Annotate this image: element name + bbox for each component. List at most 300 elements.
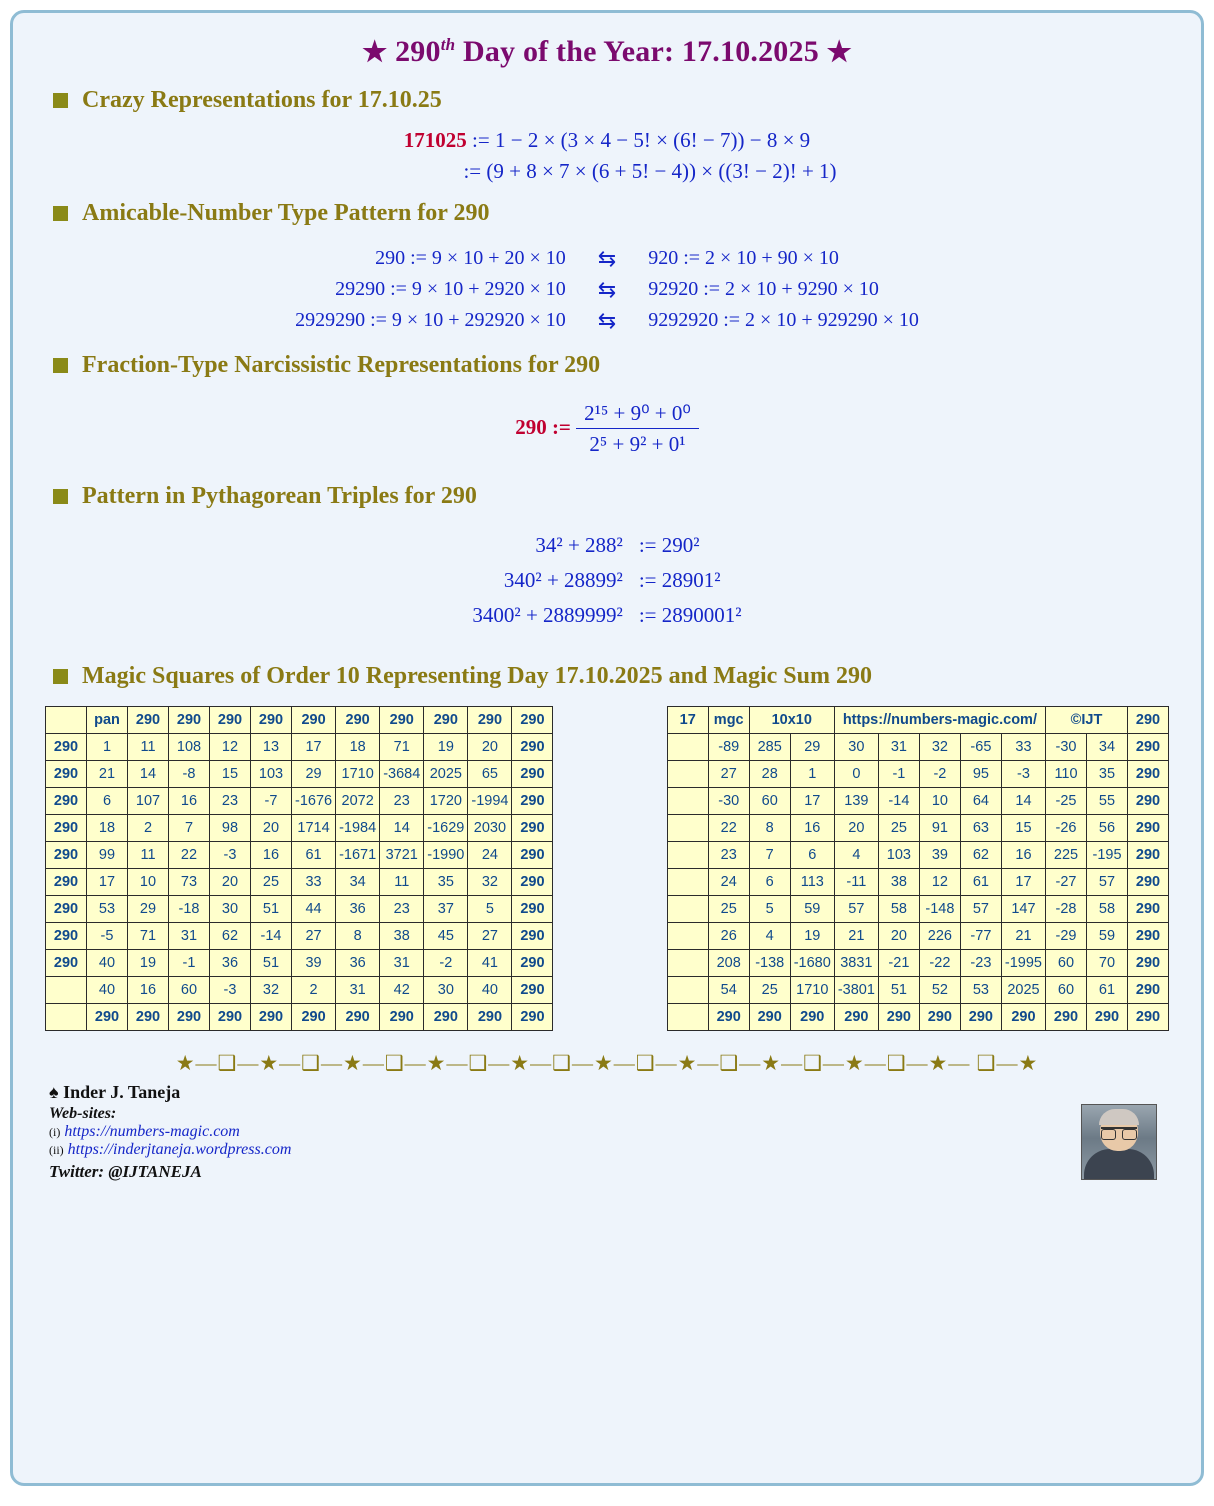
row-sum-left: 290: [46, 788, 87, 815]
cell: 12: [919, 869, 960, 896]
footer-cell: 290: [380, 1004, 424, 1031]
cell: 30: [834, 734, 878, 761]
avatar-hair: [1099, 1109, 1139, 1125]
row-sum-right: 290: [512, 734, 553, 761]
cell: 60: [1046, 977, 1087, 1004]
cell: 15: [1001, 815, 1045, 842]
pythagorean-right: := 28901²: [638, 568, 721, 592]
header-cell-mgc: mgc: [708, 707, 749, 734]
row-sum-left: 290: [46, 950, 87, 977]
cell: 51: [251, 896, 292, 923]
cell: 1: [87, 734, 128, 761]
website-link-2[interactable]: https://inderjtaneja.wordpress.com: [67, 1141, 292, 1158]
cell: 60: [749, 788, 790, 815]
cell: 1: [790, 761, 834, 788]
table-row: [667, 788, 1168, 815]
pythagorean-row: [468, 598, 745, 633]
cell: -148: [919, 896, 960, 923]
row-sum-left: [667, 734, 708, 761]
decorative-divider: ★—❑—★—❑—★—❑—★—❑—★—❑—★—❑—★—❑—★—❑—★—❑—★— ❑—★: [175, 1051, 1039, 1075]
header-cell: [46, 707, 87, 734]
cell: 5: [749, 896, 790, 923]
table-row: [46, 761, 553, 788]
cell: 34: [336, 869, 380, 896]
cell: 34: [1087, 734, 1128, 761]
amicable-right: 9292920 := 2 × 10 + 929290 × 10: [648, 309, 919, 331]
cell: 8: [749, 815, 790, 842]
cell: 22: [708, 815, 749, 842]
footer-cell: 290: [128, 1004, 169, 1031]
cell: 6: [790, 842, 834, 869]
fraction-denominator: 2⁵ + 9² + 0¹: [589, 432, 686, 456]
cell: 285: [749, 734, 790, 761]
table-row: [46, 923, 553, 950]
header-cell: 290: [292, 707, 336, 734]
cell: 29: [790, 734, 834, 761]
magic-square-right: [667, 706, 1169, 1031]
table-row: [46, 977, 553, 1004]
row-sum-right: 290: [512, 815, 553, 842]
cell: 98: [210, 815, 251, 842]
section-heading-amicable-label: Amicable-Number Type Pattern for 290: [82, 200, 490, 226]
footer-cell: 290: [210, 1004, 251, 1031]
cell: -1: [878, 761, 919, 788]
cell: 2: [292, 977, 336, 1004]
cell: 147: [1001, 896, 1045, 923]
cell: 31: [336, 977, 380, 1004]
cell: 20: [210, 869, 251, 896]
section-heading-pythagorean: [53, 483, 1175, 510]
amicable-left: 290 := 9 × 10 + 20 × 10: [375, 247, 566, 269]
row-sum-left: 290: [46, 815, 87, 842]
header-cell: 290: [468, 707, 512, 734]
star-icon: ★: [362, 37, 388, 68]
document-page: [10, 10, 1204, 1486]
amicable-right: 92920 := 2 × 10 + 9290 × 10: [648, 278, 879, 300]
cell: 65: [468, 761, 512, 788]
cell: -2: [424, 950, 468, 977]
footer-cell: 290: [512, 1004, 553, 1031]
cell: -3684: [380, 761, 424, 788]
section-heading-fraction: [53, 352, 1175, 379]
cell: 38: [878, 869, 919, 896]
cell: 28: [749, 761, 790, 788]
page-footer: [49, 1082, 1175, 1182]
cell: 19: [128, 950, 169, 977]
cell: 44: [292, 896, 336, 923]
table-row: [46, 815, 553, 842]
amicable-arrow-icon: ⇆: [597, 245, 617, 271]
cell: 24: [708, 869, 749, 896]
cell: 4: [749, 923, 790, 950]
cell: 11: [128, 842, 169, 869]
row-sum-left: 290: [46, 923, 87, 950]
footer-cell: 290: [1001, 1004, 1045, 1031]
cell: 33: [292, 869, 336, 896]
cell: 139: [834, 788, 878, 815]
cell: 226: [919, 923, 960, 950]
fraction: [576, 401, 699, 457]
cell: -7: [251, 788, 292, 815]
cell: 51: [251, 950, 292, 977]
row-sum-right: 290: [1128, 923, 1169, 950]
cell: 18: [336, 734, 380, 761]
cell: 71: [128, 923, 169, 950]
cell: 95: [960, 761, 1001, 788]
table-row: [667, 761, 1168, 788]
row-sum-right: 290: [1128, 950, 1169, 977]
cell: -65: [960, 734, 1001, 761]
cell: 38: [380, 923, 424, 950]
header-cell-size: 10x10: [749, 707, 834, 734]
link-index: (i): [49, 1125, 61, 1139]
cell: 58: [1087, 896, 1128, 923]
row-sum-right: 290: [512, 788, 553, 815]
cell: -89: [708, 734, 749, 761]
row-sum-right: 290: [512, 869, 553, 896]
cell: 103: [878, 842, 919, 869]
cell: 56: [1087, 815, 1128, 842]
cell: -1680: [790, 950, 834, 977]
fraction-lhs: 290 :=: [515, 414, 571, 439]
cell: 108: [169, 734, 210, 761]
pythagorean-row: [468, 563, 745, 598]
footer-cell: 290: [834, 1004, 878, 1031]
row-sum-right: 290: [1128, 842, 1169, 869]
square-bullet-icon: [53, 489, 68, 504]
cell: 62: [210, 923, 251, 950]
star-icon: ★: [826, 37, 852, 68]
row-sum-right: 290: [512, 977, 553, 1004]
cell: -77: [960, 923, 1001, 950]
author-line: [49, 1082, 1175, 1103]
crazy-line-1: := 1 − 2 × (3 × 4 − 5! × (6! − 7)) − 8 × 9: [472, 128, 811, 152]
footer-cell: [667, 1004, 708, 1031]
cell: 2025: [1001, 977, 1045, 1004]
crazy-representations-block: [39, 128, 1175, 184]
spade-icon: ♠: [49, 1082, 59, 1102]
cell: 107: [128, 788, 169, 815]
cell: 19: [790, 923, 834, 950]
footer-cell: 290: [336, 1004, 380, 1031]
cell: -26: [1046, 815, 1087, 842]
website-link-1-row: [49, 1123, 1175, 1141]
title-number: 290: [395, 35, 441, 68]
glasses-icon: [1101, 1127, 1137, 1139]
cell: 53: [960, 977, 1001, 1004]
cell: 21: [834, 923, 878, 950]
section-heading-crazy: [53, 87, 1175, 114]
cell: 45: [424, 923, 468, 950]
cell: 0: [834, 761, 878, 788]
cell: -18: [169, 896, 210, 923]
footer-cell: 290: [1128, 1004, 1169, 1031]
section-heading-magic: [53, 663, 1175, 690]
cell: 35: [424, 869, 468, 896]
pythagorean-left: 340² + 28899²: [503, 568, 623, 592]
row-sum-right: 290: [1128, 815, 1169, 842]
cell: 41: [468, 950, 512, 977]
table-row: [667, 842, 1168, 869]
pythagorean-right: := 2890001²: [638, 603, 742, 627]
table-row: [46, 734, 553, 761]
amicable-right: 920 := 2 × 10 + 90 × 10: [648, 247, 839, 269]
cell: -1984: [336, 815, 380, 842]
row-sum-right: 290: [1128, 977, 1169, 1004]
cell: 73: [169, 869, 210, 896]
cell: 30: [424, 977, 468, 1004]
cell: 26: [708, 923, 749, 950]
cell: 32: [919, 734, 960, 761]
cell: 3831: [834, 950, 878, 977]
cell: 8: [336, 923, 380, 950]
cell: 60: [1046, 950, 1087, 977]
cell: -29: [1046, 923, 1087, 950]
section-heading-magic-label: Magic Squares of Order 10 Representing Day 17.10.2025 and Magic Sum 290: [82, 663, 872, 689]
row-sum-left: [46, 977, 87, 1004]
cell: 54: [708, 977, 749, 1004]
header-cell-day: 17: [667, 707, 708, 734]
cell: 52: [919, 977, 960, 1004]
table-row: [667, 734, 1168, 761]
row-sum-left: [667, 950, 708, 977]
table-row: [46, 842, 553, 869]
pythagorean-left: 34² + 288²: [535, 533, 623, 557]
cell: 31: [878, 734, 919, 761]
cell: 40: [87, 977, 128, 1004]
cell: -3: [1001, 761, 1045, 788]
cell: 23: [708, 842, 749, 869]
cell: 59: [790, 896, 834, 923]
cell: 32: [468, 869, 512, 896]
cell: 4: [834, 842, 878, 869]
pythagorean-right: := 290²: [638, 533, 700, 557]
cell: 7: [169, 815, 210, 842]
square-bullet-icon: [53, 93, 68, 108]
cell: 16: [790, 815, 834, 842]
row-sum-right: 290: [512, 842, 553, 869]
cell: 3721: [380, 842, 424, 869]
row-sum-left: 290: [46, 896, 87, 923]
cell: -3801: [834, 977, 878, 1004]
table-header-row: [667, 707, 1168, 734]
amicable-row: [289, 305, 925, 336]
cell: 39: [919, 842, 960, 869]
cell: 13: [251, 734, 292, 761]
footer-cell: 290: [749, 1004, 790, 1031]
cell: -1671: [336, 842, 380, 869]
row-sum-left: [667, 815, 708, 842]
cell: 40: [87, 950, 128, 977]
cell: 19: [424, 734, 468, 761]
table-footer-row: [46, 1004, 553, 1031]
cell: 58: [878, 896, 919, 923]
square-bullet-icon: [53, 358, 68, 373]
table-row: [667, 977, 1168, 1004]
header-cell-sum: 290: [1128, 707, 1169, 734]
cell: 6: [87, 788, 128, 815]
cell: 62: [960, 842, 1001, 869]
row-sum-right: 290: [1128, 761, 1169, 788]
cell: -195: [1087, 842, 1128, 869]
cell: 36: [336, 896, 380, 923]
cell: 61: [292, 842, 336, 869]
cell: 2030: [468, 815, 512, 842]
footer-cell: 290: [292, 1004, 336, 1031]
author-name: Inder J. Taneja: [63, 1082, 181, 1102]
cell: 110: [1046, 761, 1087, 788]
cell: 208: [708, 950, 749, 977]
amicable-left: 29290 := 9 × 10 + 2920 × 10: [335, 278, 566, 300]
crazy-number: 171025: [403, 128, 467, 152]
footer-cell: 290: [251, 1004, 292, 1031]
table-row: [667, 869, 1168, 896]
cell: 20: [834, 815, 878, 842]
cell: -22: [919, 950, 960, 977]
footer-cell: [46, 1004, 87, 1031]
header-cell: 290: [169, 707, 210, 734]
amicable-left: 2929290 := 9 × 10 + 292920 × 10: [295, 309, 566, 331]
cell: 25: [708, 896, 749, 923]
cell: 17: [1001, 869, 1045, 896]
cell: -1629: [424, 815, 468, 842]
row-sum-left: 290: [46, 761, 87, 788]
cell: 22: [169, 842, 210, 869]
link-index: (ii): [49, 1143, 64, 1157]
square-bullet-icon: [53, 206, 68, 221]
cell: -5: [87, 923, 128, 950]
cell: 33: [1001, 734, 1045, 761]
cell: -21: [878, 950, 919, 977]
cell: 51: [878, 977, 919, 1004]
cell: -27: [1046, 869, 1087, 896]
cell: -138: [749, 950, 790, 977]
header-cell: 290: [380, 707, 424, 734]
cell: 25: [878, 815, 919, 842]
cell: -2: [919, 761, 960, 788]
cell: 64: [960, 788, 1001, 815]
website-link-1[interactable]: https://numbers-magic.com: [64, 1123, 240, 1140]
cell: 21: [1001, 923, 1045, 950]
row-sum-right: 290: [512, 896, 553, 923]
cell: 53: [87, 896, 128, 923]
cell: 20: [878, 923, 919, 950]
section-heading-pythagorean-label: Pattern in Pythagorean Triples for 290: [82, 483, 477, 509]
cell: -25: [1046, 788, 1087, 815]
cell: 27: [708, 761, 749, 788]
footer-cell: 290: [790, 1004, 834, 1031]
table-row: [46, 896, 553, 923]
cell: 10: [919, 788, 960, 815]
cell: 1720: [424, 788, 468, 815]
row-sum-left: [667, 869, 708, 896]
cell: 32: [251, 977, 292, 1004]
cell: 16: [169, 788, 210, 815]
section-heading-amicable: [53, 200, 1175, 227]
footer-cell: 290: [960, 1004, 1001, 1031]
cell: 12: [210, 734, 251, 761]
row-sum-left: 290: [46, 869, 87, 896]
cell: 31: [169, 923, 210, 950]
cell: 59: [1087, 923, 1128, 950]
cell: 2072: [336, 788, 380, 815]
cell: 25: [749, 977, 790, 1004]
cell: 17: [292, 734, 336, 761]
table-row: [667, 923, 1168, 950]
row-sum-right: 290: [1128, 869, 1169, 896]
cell: 2025: [424, 761, 468, 788]
cell: -11: [834, 869, 878, 896]
row-sum-left: 290: [46, 734, 87, 761]
fraction-numerator: 2¹⁵ + 9⁰ + 0⁰: [576, 401, 699, 429]
cell: 6: [749, 869, 790, 896]
cell: 30: [210, 896, 251, 923]
cell: 17: [87, 869, 128, 896]
cell: 15: [210, 761, 251, 788]
twitter-handle: Twitter: @IJTANEJA: [49, 1162, 202, 1181]
cell: 39: [292, 950, 336, 977]
cell: 23: [210, 788, 251, 815]
website-link-2-row: [49, 1141, 1175, 1159]
title-text: Day of the Year: 17.10.2025: [455, 35, 827, 68]
footer-cell: 290: [169, 1004, 210, 1031]
amicable-arrow-icon: ⇆: [597, 307, 617, 333]
cell: 25: [251, 869, 292, 896]
cell: 11: [128, 734, 169, 761]
row-sum-left: 290: [46, 842, 87, 869]
cell: 42: [380, 977, 424, 1004]
cell: 1714: [292, 815, 336, 842]
cell: 16: [251, 842, 292, 869]
footer-cell: 290: [424, 1004, 468, 1031]
cell: 70: [1087, 950, 1128, 977]
amicable-row: [289, 243, 925, 274]
row-sum-right: 290: [1128, 788, 1169, 815]
header-cell: 290: [336, 707, 380, 734]
table-row: [667, 896, 1168, 923]
header-cell: 290: [251, 707, 292, 734]
cell: 27: [292, 923, 336, 950]
footer-cell: 290: [1046, 1004, 1087, 1031]
square-bullet-icon: [53, 669, 68, 684]
footer-cell: 290: [708, 1004, 749, 1031]
cell: 55: [1087, 788, 1128, 815]
header-cell-pan: pan: [87, 707, 128, 734]
footer-cell: 290: [919, 1004, 960, 1031]
cell: -8: [169, 761, 210, 788]
cell: 99: [87, 842, 128, 869]
row-sum-right: 290: [512, 761, 553, 788]
header-cell-url[interactable]: https://numbers-magic.com/: [834, 707, 1045, 734]
websites-label: Web-sites:: [49, 1105, 117, 1122]
row-sum-left: [667, 761, 708, 788]
cell: -23: [960, 950, 1001, 977]
cell: 23: [380, 896, 424, 923]
cell: 11: [380, 869, 424, 896]
footer-cell: 290: [468, 1004, 512, 1031]
row-sum-left: [667, 923, 708, 950]
cell: 14: [128, 761, 169, 788]
table-row: [46, 950, 553, 977]
fraction-block: [39, 401, 1175, 457]
cell: -14: [251, 923, 292, 950]
header-cell: 290: [424, 707, 468, 734]
cell: 20: [468, 734, 512, 761]
header-cell: 290: [128, 707, 169, 734]
cell: 60: [169, 977, 210, 1004]
page-title: [39, 35, 1175, 69]
magic-square-left: [45, 706, 553, 1031]
